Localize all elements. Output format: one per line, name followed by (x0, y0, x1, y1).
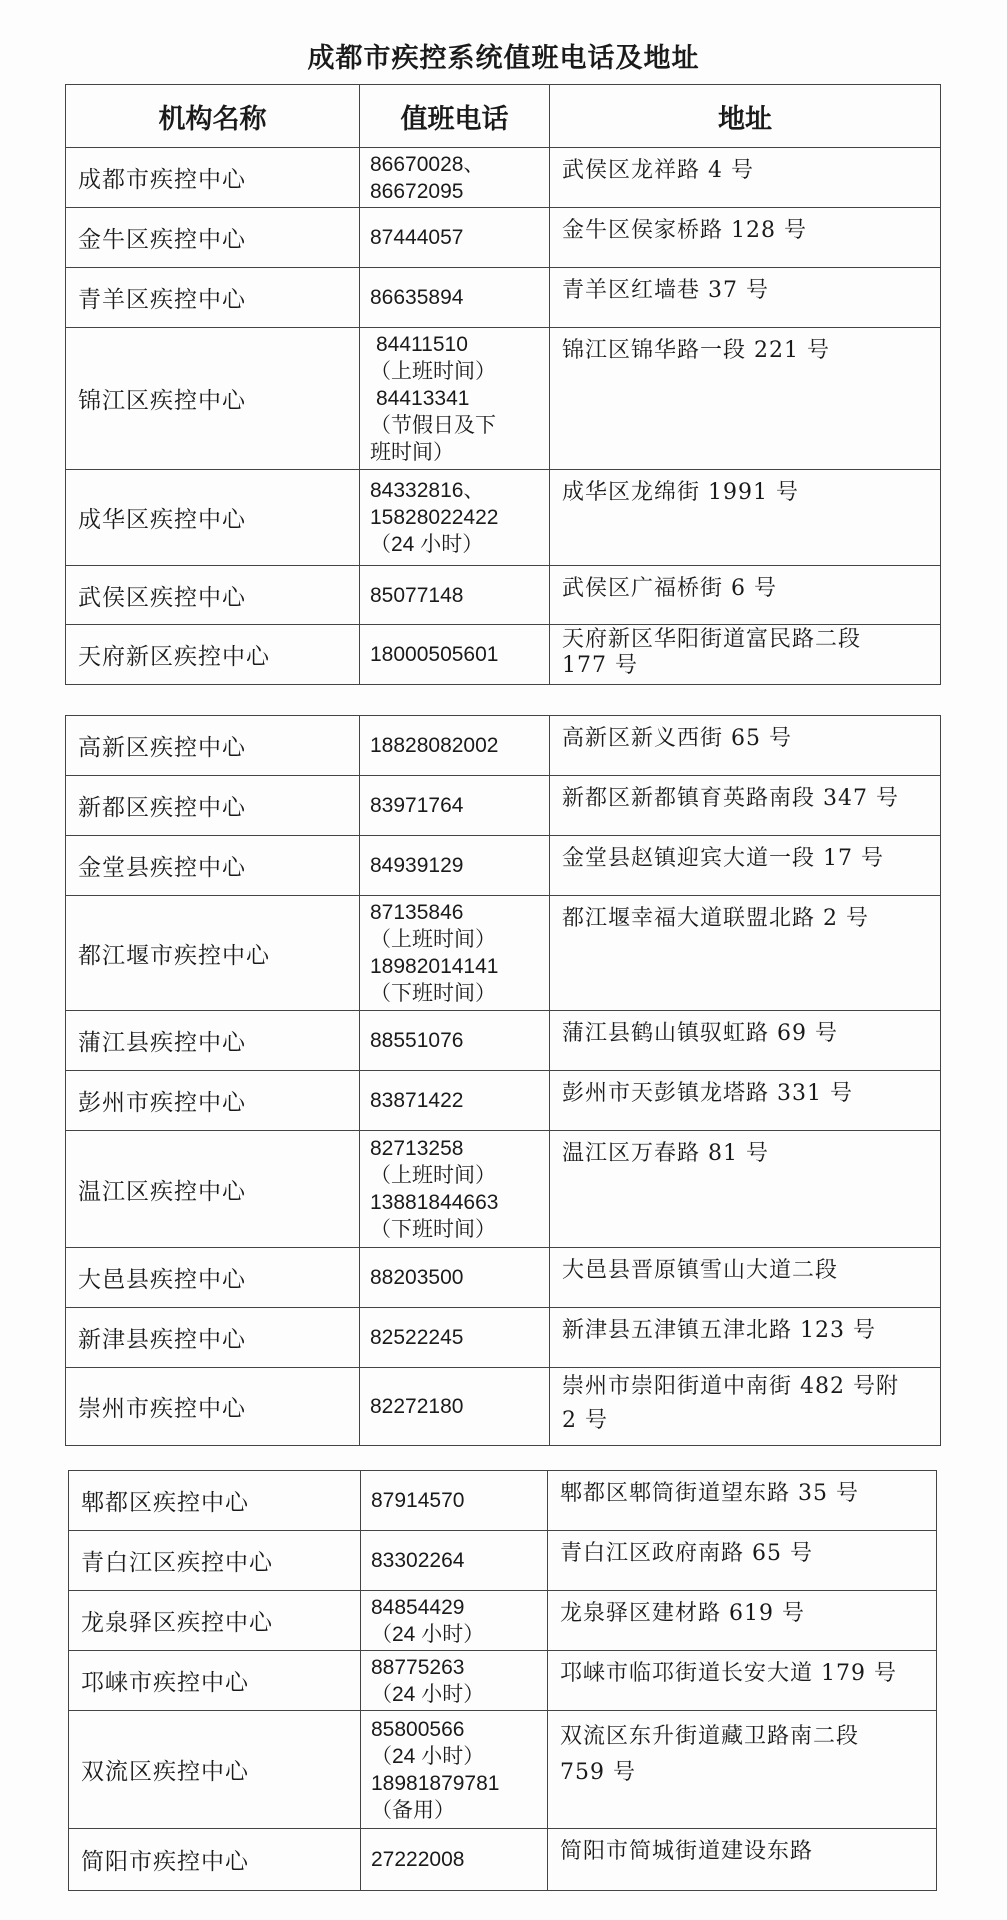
address: 简阳市简城街道建设东路 (548, 1829, 937, 1891)
table-row (66, 566, 941, 625)
duty-phone: 86635894 (360, 268, 550, 328)
table-row (66, 1011, 941, 1071)
address: 青白江区政府南路 65 号 (548, 1531, 937, 1591)
duty-phone: 87135846 （上班时间） 18982014141 （下班时间） (360, 896, 550, 1011)
address: 邛崃市临邛街道长安大道 179 号 (548, 1651, 937, 1711)
address: 温江区万春路 81 号 (550, 1131, 941, 1248)
org-name: 高新区疾控中心 (66, 716, 360, 776)
duty-phone: 83971764 (360, 776, 550, 836)
duty-phone: 83871422 (360, 1071, 550, 1131)
duty-phone: 82522245 (360, 1308, 550, 1368)
address: 彭州市天彭镇龙塔路 331 号 (550, 1071, 941, 1131)
org-name: 天府新区疾控中心 (66, 625, 360, 685)
address: 天府新区华阳街道富民路二段 177 号 (550, 625, 941, 685)
org-name: 武侯区疾控中心 (66, 566, 360, 625)
duty-phone: 84854429 （24 小时） (361, 1591, 548, 1651)
page-title: 成都市疾控系统值班电话及地址 (307, 43, 700, 74)
address: 崇州市崇阳街道中南街 482 号附 2 号 (550, 1368, 941, 1446)
header-org-name: 机构名称 (66, 85, 360, 148)
address: 武侯区广福桥街 6 号 (550, 566, 941, 625)
table-row (66, 1071, 941, 1131)
duty-phone: 27222008 (361, 1829, 548, 1891)
address: 金堂县赵镇迎宾大道一段 17 号 (550, 836, 941, 896)
table-row (66, 470, 941, 566)
org-name: 新津县疾控中心 (66, 1308, 360, 1368)
address: 蒲江县鹤山镇驭虹路 69 号 (550, 1011, 941, 1071)
table-row (66, 716, 941, 776)
address: 青羊区红墙巷 37 号 (550, 268, 941, 328)
table-header-row (66, 85, 941, 148)
org-name: 蒲江县疾控中心 (66, 1011, 360, 1071)
duty-table-section-3 (68, 1470, 937, 1891)
table-row (66, 625, 941, 685)
table-row (66, 1368, 941, 1446)
duty-phone: 18000505601 (360, 625, 550, 685)
org-name: 温江区疾控中心 (66, 1131, 360, 1248)
duty-phone: 88551076 (360, 1011, 550, 1071)
duty-phone: 82272180 (360, 1368, 550, 1446)
duty-phone: 85077148 (360, 566, 550, 625)
org-name: 崇州市疾控中心 (66, 1368, 360, 1446)
org-name: 成华区疾控中心 (66, 470, 360, 566)
org-name: 郫都区疾控中心 (69, 1471, 361, 1531)
table-row (66, 836, 941, 896)
org-name: 彭州市疾控中心 (66, 1071, 360, 1131)
duty-phone: 87444057 (360, 208, 550, 268)
table-row (69, 1711, 937, 1829)
table-row (69, 1471, 937, 1531)
header-duty-phone: 值班电话 (360, 85, 550, 148)
duty-phone: 83302264 (361, 1531, 548, 1591)
duty-phone: 84939129 (360, 836, 550, 896)
duty-phone: 84332816、 15828022422 （24 小时） (360, 470, 550, 566)
address: 武侯区龙祥路 4 号 (550, 148, 941, 208)
org-name: 双流区疾控中心 (69, 1711, 361, 1829)
org-name: 简阳市疾控中心 (69, 1829, 361, 1891)
org-name: 新都区疾控中心 (66, 776, 360, 836)
org-name: 都江堰市疾控中心 (66, 896, 360, 1011)
header-address: 地址 (550, 85, 941, 148)
org-name: 青白江区疾控中心 (69, 1531, 361, 1591)
duty-phone: 88203500 (360, 1248, 550, 1308)
table-row (66, 1248, 941, 1308)
org-name: 成都市疾控中心 (66, 148, 360, 208)
table-row (69, 1531, 937, 1591)
table-row (69, 1651, 937, 1711)
org-name: 龙泉驿区疾控中心 (69, 1591, 361, 1651)
duty-phone: 85800566 （24 小时） 18981879781 （备用） (361, 1711, 548, 1829)
address: 成华区龙绵街 1991 号 (550, 470, 941, 566)
table-row (66, 1131, 941, 1248)
table-row (66, 1308, 941, 1368)
table-row (69, 1829, 937, 1891)
table-row (66, 328, 941, 470)
table-row (66, 776, 941, 836)
address: 双流区东升街道藏卫路南二段 759 号 (548, 1711, 937, 1829)
address: 大邑县晋原镇雪山大道二段 (550, 1248, 941, 1308)
duty-phone: 87914570 (361, 1471, 548, 1531)
address: 都江堰幸福大道联盟北路 2 号 (550, 896, 941, 1011)
address: 新都区新都镇育英路南段 347 号 (550, 776, 941, 836)
duty-phone: 18828082002 (360, 716, 550, 776)
address: 金牛区侯家桥路 128 号 (550, 208, 941, 268)
address: 郫都区郫筒街道望东路 35 号 (548, 1471, 937, 1531)
address: 龙泉驿区建材路 619 号 (548, 1591, 937, 1651)
org-name: 邛崃市疾控中心 (69, 1651, 361, 1711)
org-name: 锦江区疾控中心 (66, 328, 360, 470)
org-name: 金牛区疾控中心 (66, 208, 360, 268)
duty-phone: 88775263 （24 小时） (361, 1651, 548, 1711)
duty-phone: 82713258 （上班时间） 13881844663 （下班时间） (360, 1131, 550, 1248)
org-name: 青羊区疾控中心 (66, 268, 360, 328)
org-name: 大邑县疾控中心 (66, 1248, 360, 1308)
org-name: 金堂县疾控中心 (66, 836, 360, 896)
table-row (69, 1591, 937, 1651)
duty-phone: 86670028、 86672095 (360, 148, 550, 208)
duty-table-section-2 (65, 715, 941, 1446)
table-row (66, 268, 941, 328)
table-row (66, 208, 941, 268)
address: 锦江区锦华路一段 221 号 (550, 328, 941, 470)
table-row (66, 896, 941, 1011)
address: 新津县五津镇五津北路 123 号 (550, 1308, 941, 1368)
duty-table-section-1 (65, 84, 941, 685)
duty-phone: 84411510 （上班时间） 84413341 （节假日及下 班时间） (360, 328, 550, 470)
address: 高新区新义西街 65 号 (550, 716, 941, 776)
table-row (66, 148, 941, 208)
